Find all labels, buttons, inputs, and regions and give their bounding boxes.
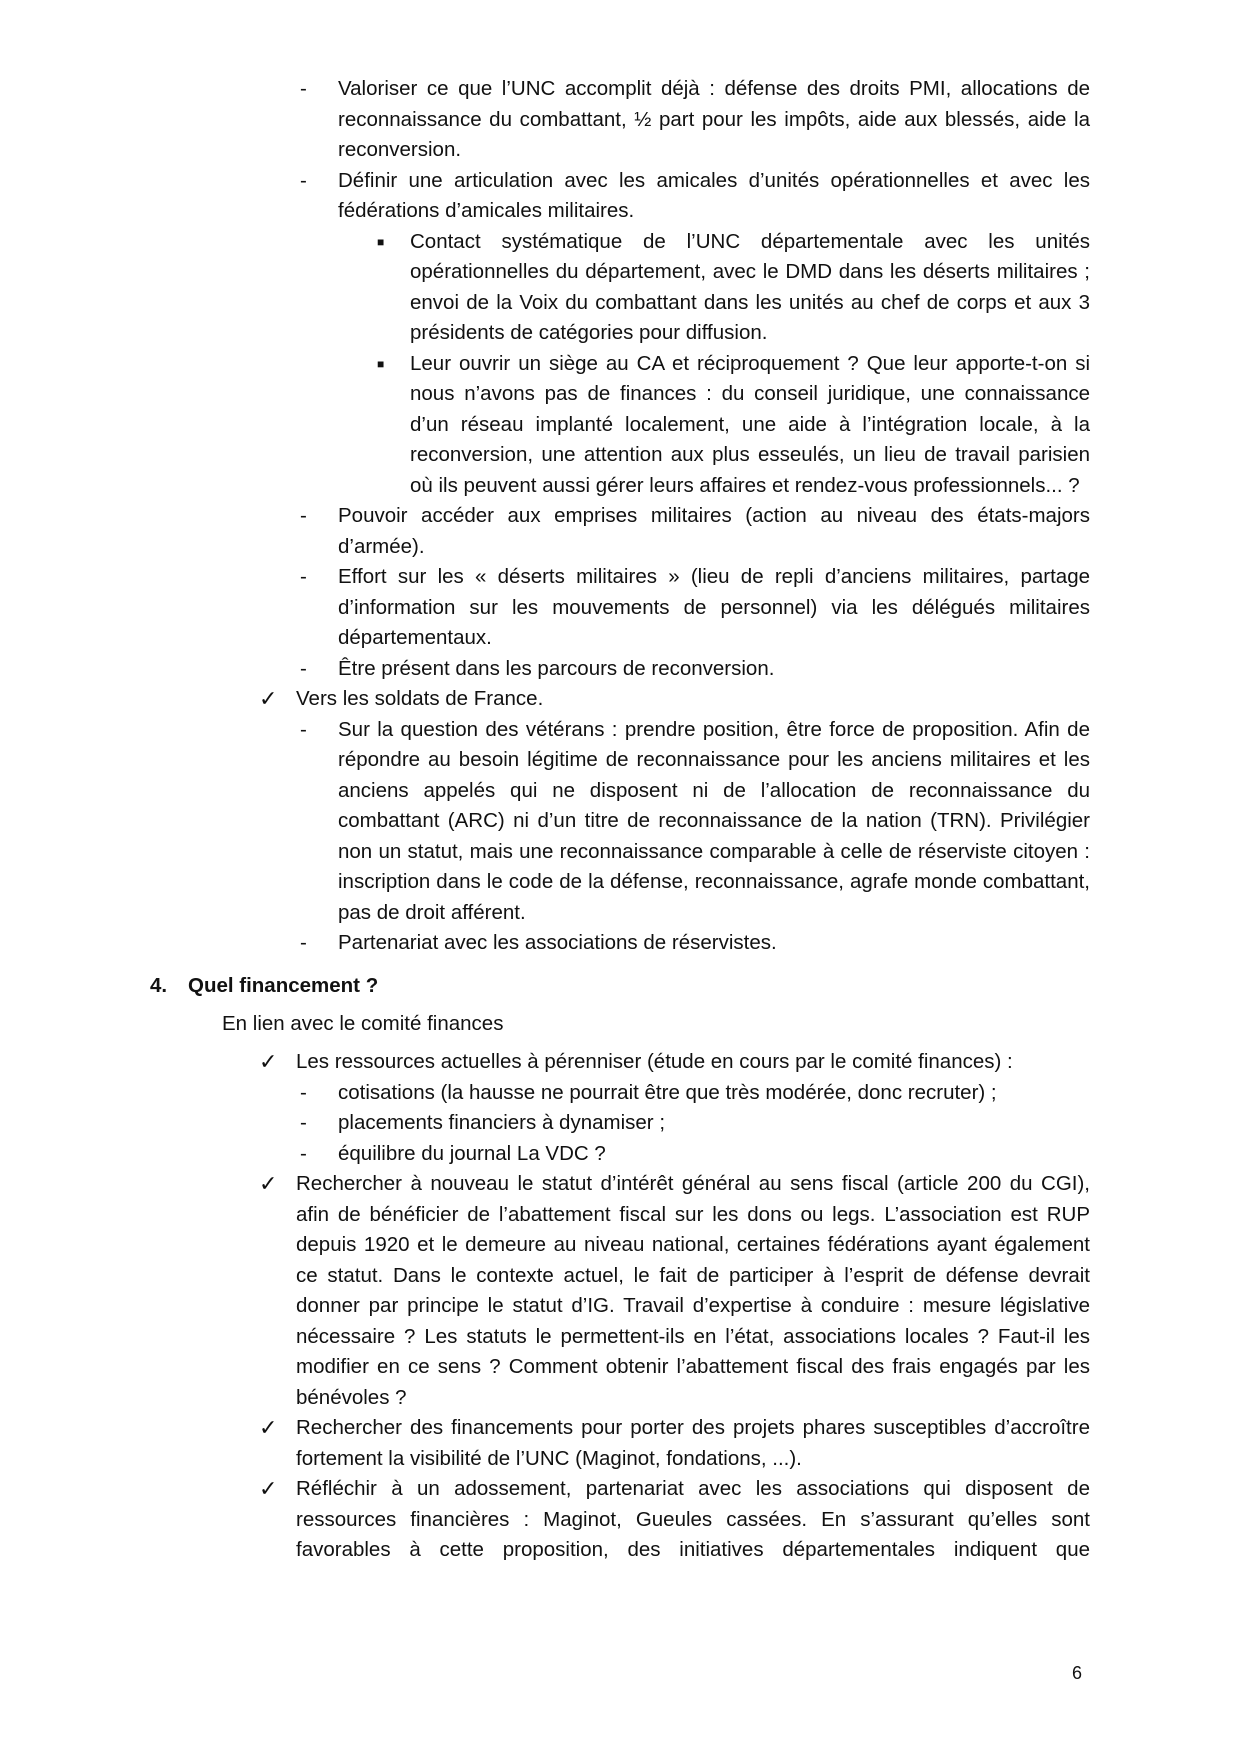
list-item-text: Être présent dans les parcours de reconversion.: [338, 656, 775, 680]
dash-bullet: -: [300, 504, 307, 527]
list-item-dash: [0, 166, 1240, 227]
list-item-text: Effort sur les « déserts militaires » (lieu de repli d’anciens militaires, partage d’information sur les mouvements de personnel) via les délégués militaires départementaux.: [338, 565, 1090, 649]
list-item-dash: [0, 1139, 1240, 1170]
checkmark-icon: ✓: [259, 1476, 278, 1501]
dash-bullet: -: [300, 656, 307, 680]
list-item-dash: [0, 715, 1240, 929]
list-item-dash: [0, 501, 1240, 562]
list-item-text: Partenariat avec les associations de réservistes.: [338, 931, 777, 954]
list-item-text: Sur la question des vétérans : prendre position, être force de proposition. Afin de répondre au besoin légitime de reconnaissance pour les anciens militaires et les anciens appelés qui ne disposent ni de l’allocation de reconnaissance du combattant (ARC) ni d’un titre de reconnaissance de la nation (TRN). Privilégier non un statut, mais une reconnaissance comparable à celle de réserviste citoyen : inscription dans le code de la défense, reconnaissance, agrafe monde combattant, pas de droit afférent.: [338, 717, 1090, 924]
list-item-dash: [0, 1108, 1240, 1139]
list-item-dash: [0, 654, 1240, 685]
list-item-text: Réfléchir à un adossement, partenariat avec les associations qui disposent de ressources financières : Maginot, Gueules cassées. En s’assurant qu’elles sont favorables à cette proposition, des initiatives départementales indiquent que: [296, 1477, 1090, 1561]
top-bullet-list: [0, 74, 1240, 959]
square-bullet-icon: ■: [377, 356, 385, 371]
list-item-text: Les ressources actuelles à pérenniser (étude en cours par le comité finances) :: [296, 1050, 1013, 1073]
list-item-text: Contact systématique de l’UNC départementale avec les unités opérationnelles du département, avec le DMD dans les déserts militaires ; envoi de la Voix du combattant dans les unités au chef de corps et aux 3 présidents de catégories pour diffusion.: [410, 229, 1090, 344]
dash-bullet: -: [300, 77, 307, 100]
page-number: 6: [1072, 1663, 1083, 1683]
list-item-dash: [0, 928, 1240, 959]
list-item-text: équilibre du journal La VDC ?: [338, 1141, 606, 1165]
checkmark-icon: ✓: [259, 1415, 278, 1440]
list-item-text: cotisations (la hausse ne pourrait être que très modérée, donc recruter) ;: [338, 1080, 997, 1104]
list-item-sq: [0, 349, 1240, 502]
section-number: 4.: [150, 973, 168, 997]
checkmark-icon: ✓: [259, 1171, 278, 1196]
dash-bullet: -: [300, 1111, 307, 1134]
list-item-chk: [0, 1413, 1240, 1474]
list-item-text: Rechercher des financements pour porter des projets phares susceptibles d’accroître fortement la visibilité de l’UNC (Maginot, fondations, ...).: [296, 1416, 1090, 1470]
list-item-chk: [0, 1169, 1240, 1413]
list-item-text: Définir une articulation avec les amicales d’unités opérationnelles et avec les fédérations d’amicales militaires.: [338, 168, 1090, 222]
list-item-chk: [0, 684, 1240, 715]
section-intro: En lien avec le comité finances: [222, 1011, 504, 1035]
section-heading: [0, 967, 1240, 1005]
checkmark-icon: ✓: [259, 686, 278, 711]
list-item-dash: [0, 1078, 1240, 1109]
list-item-text: Vers les soldats de France.: [296, 687, 544, 710]
dash-bullet: -: [300, 717, 307, 741]
list-item-text: Valoriser ce que l’UNC accomplit déjà : défense des droits PMI, allocations de reconnaissance du combattant, ½ part pour les impôts, aide aux blessés, aide la reconversion.: [338, 77, 1090, 161]
page-content: [0, 74, 1240, 1566]
bottom-bullet-list: [0, 1047, 1240, 1566]
list-item-text: Pouvoir accéder aux emprises militaires (action au niveau des états-majors d’armée).: [338, 504, 1090, 558]
section-title: Quel financement ?: [188, 973, 379, 997]
dash-bullet: -: [300, 565, 307, 588]
dash-bullet: -: [300, 931, 307, 954]
list-item-text: Rechercher à nouveau le statut d’intérêt général au sens fiscal (article 200 du CGI), afin de bénéficier de l’abattement fiscal sur les dons ou legs. L’association est RUP depuis 1920 et le demeure au niveau national, certaines fédérations ayant également ce statut. Dans le contexte actuel, le fait de participer à l’esprit de défense devrait donner par principe le statut d’IG. Travail d’expertise à conduire : mesure législative nécessaire ? Les statuts le permettent-ils en l’état, associations locales ? Faut-il les modifier en ce sens ? Comment obtenir l’abattement fiscal des frais engagés par les bénévoles ?: [296, 1172, 1090, 1409]
list-item-text: Leur ouvrir un siège au CA et réciproquement ? Que leur apporte-t-on si nous n’avons pas de finances : du conseil juridique, une connaissance d’un réseau implanté localement, une aide à l’intégration locale, à la reconversion, une attention aux plus esseulés, un lieu de travail parisien où ils peuvent aussi gérer leurs affaires et rendez-vous professionnels... ?: [410, 351, 1090, 497]
list-item-chk: [0, 1474, 1240, 1566]
list-item-chk: [0, 1047, 1240, 1078]
list-item-dash: [0, 562, 1240, 654]
list-item-dash: [0, 74, 1240, 166]
dash-bullet: -: [300, 168, 307, 192]
list-item-text: placements financiers à dynamiser ;: [338, 1111, 666, 1134]
dash-bullet: -: [300, 1080, 307, 1104]
checkmark-icon: ✓: [259, 1049, 278, 1074]
dash-bullet: -: [300, 1141, 307, 1165]
square-bullet-icon: ■: [377, 234, 385, 249]
list-item-sq: [0, 227, 1240, 349]
